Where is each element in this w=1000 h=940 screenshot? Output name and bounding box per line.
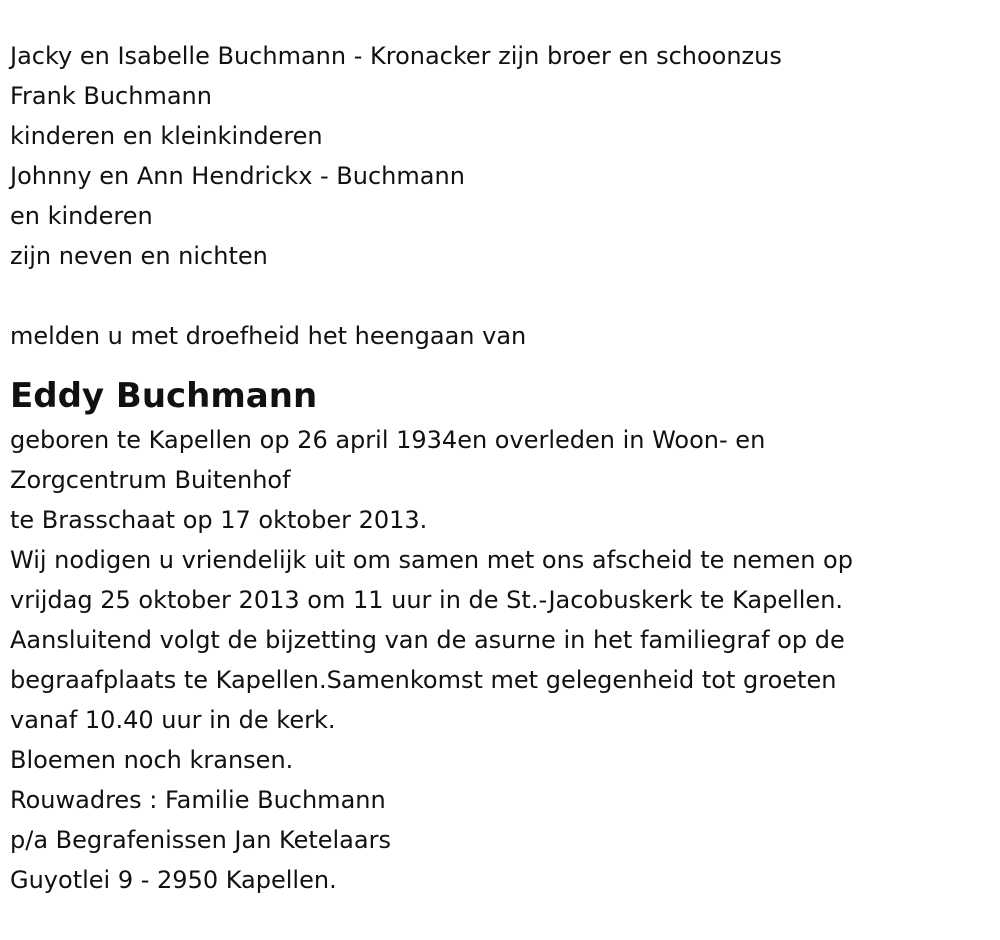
detail-line: Aansluitend volgt de bijzetting van de asurne in het familiegraf op de — [10, 626, 845, 654]
detail-line: p/a Begrafenissen Jan Ketelaars — [10, 826, 391, 854]
announcement-text: melden u met droefheid het heengaan van — [10, 322, 527, 350]
detail-line: vrijdag 25 oktober 2013 om 11 uur in de St.-Jacobuskerk te Kapellen. — [10, 586, 844, 614]
family-list — [10, 36, 985, 276]
detail-line: geboren te Kapellen op 26 april 1934en overleden in Woon- en — [10, 426, 766, 454]
detail-line: Wij nodigen u vriendelijk uit om samen met ons afscheid te nemen op — [10, 546, 853, 574]
detail-line: te Brasschaat op 17 oktober 2013. — [10, 506, 428, 534]
family-line: Jacky en Isabelle Buchmann - Kronacker zijn broer en schoonzus — [10, 42, 782, 70]
family-line: en kinderen — [10, 202, 153, 230]
spacer — [10, 276, 985, 316]
family-line: Frank Buchmann — [10, 82, 212, 110]
detail-line: Guyotlei 9 - 2950 Kapellen. — [10, 866, 337, 894]
detail-line: Zorgcentrum Buitenhof — [10, 466, 291, 494]
detail-line: vanaf 10.40 uur in de kerk. — [10, 706, 336, 734]
detail-line: begraafplaats te Kapellen.Samenkomst met gelegenheid tot groeten — [10, 666, 837, 694]
family-line: zijn neven en nichten — [10, 242, 268, 270]
obituary-notice — [10, 36, 985, 900]
notice-details — [10, 420, 985, 900]
deceased-name: Eddy Buchmann — [10, 376, 318, 416]
detail-line: Rouwadres : Familie Buchmann — [10, 786, 386, 814]
family-line: Johnny en Ann Hendrickx - Buchmann — [10, 162, 465, 190]
detail-line: Bloemen noch kransen. — [10, 746, 294, 774]
spacer — [10, 356, 985, 364]
family-line: kinderen en kleinkinderen — [10, 122, 323, 150]
